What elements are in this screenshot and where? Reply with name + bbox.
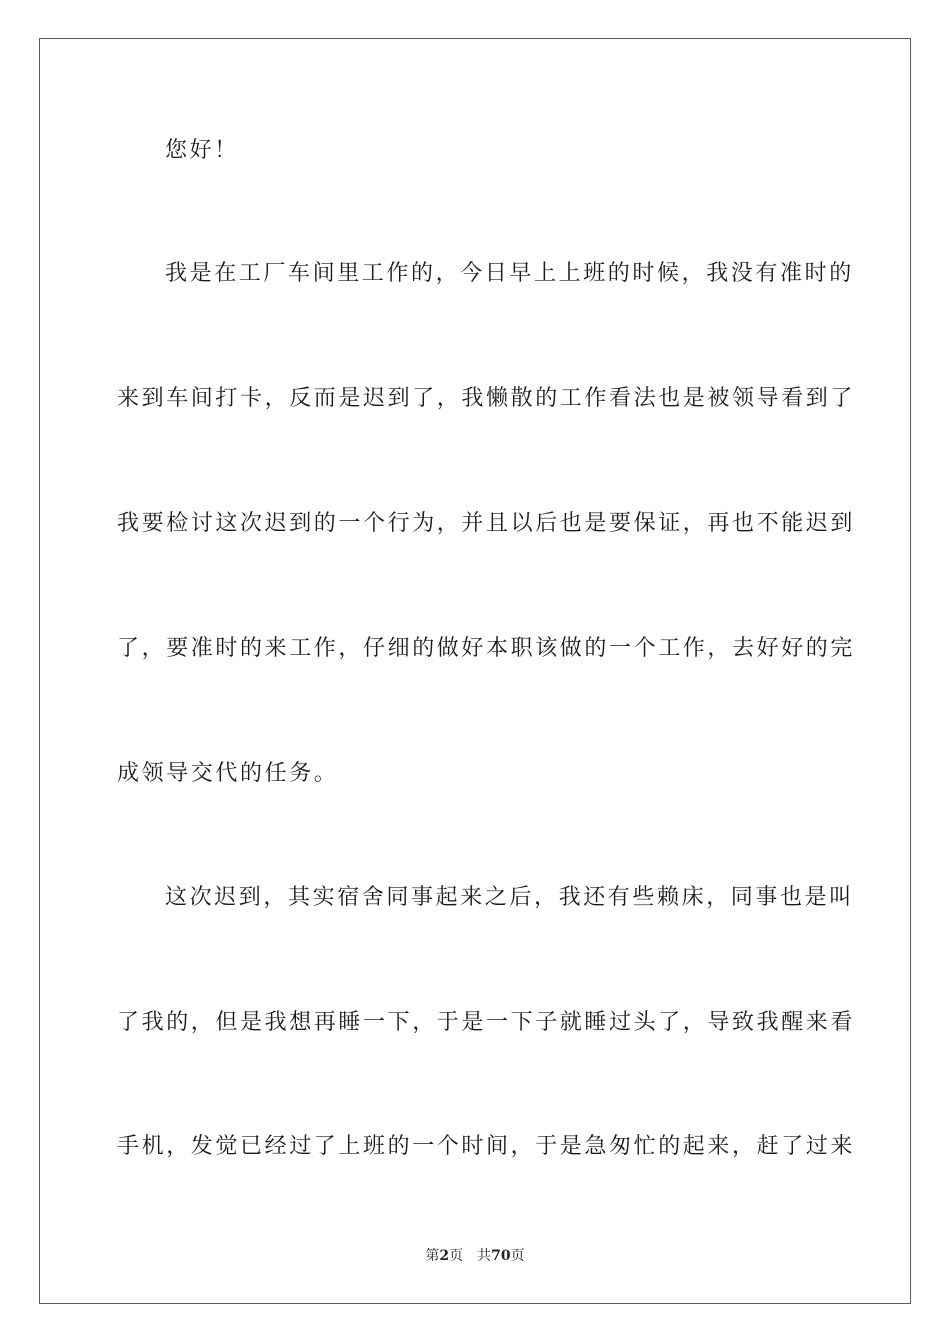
page-suffix: 页 [449, 1248, 464, 1264]
paragraph-2-line-2: 了我的，但是我想再睡一下，于是一下子就睡过头了，导致我醒来看 [117, 1010, 856, 1035]
paragraph-2-line-1: 这次迟到，其实宿舍同事起来之后，我还有些赖床，同事也是叫 [165, 885, 854, 910]
greeting: 您好！ [165, 138, 239, 163]
total-pages: 70 [491, 1248, 511, 1264]
total-suffix: 页 [510, 1248, 525, 1264]
page-border [39, 38, 911, 1304]
page-prefix: 第 [425, 1248, 440, 1264]
total-prefix: 共 [477, 1248, 492, 1264]
paragraph-1-line-1: 我是在工厂车间里工作的，今日早上上班的时候，我没有准时的 [165, 261, 854, 286]
paragraph-1-line-4: 了，要准时的来工作，仔细的做好本职该做的一个工作，去好好的完 [117, 636, 856, 661]
paragraph-1-line-2: 来到车间打卡，反而是迟到了，我懒散的工作看法也是被领导看到了 [117, 386, 856, 411]
page-footer [0, 1247, 950, 1265]
page-number: 2 [439, 1248, 450, 1264]
paragraph-2-line-3: 手机，发觉已经过了上班的一个时间，于是急匆忙的起来，赶了过来 [117, 1134, 856, 1159]
paragraph-1-line-3: 我要检讨这次迟到的一个行为，并且以后也是要保证，再也不能迟到 [117, 511, 856, 536]
paragraph-1-line-5: 成领导交代的任务。 [117, 761, 339, 786]
